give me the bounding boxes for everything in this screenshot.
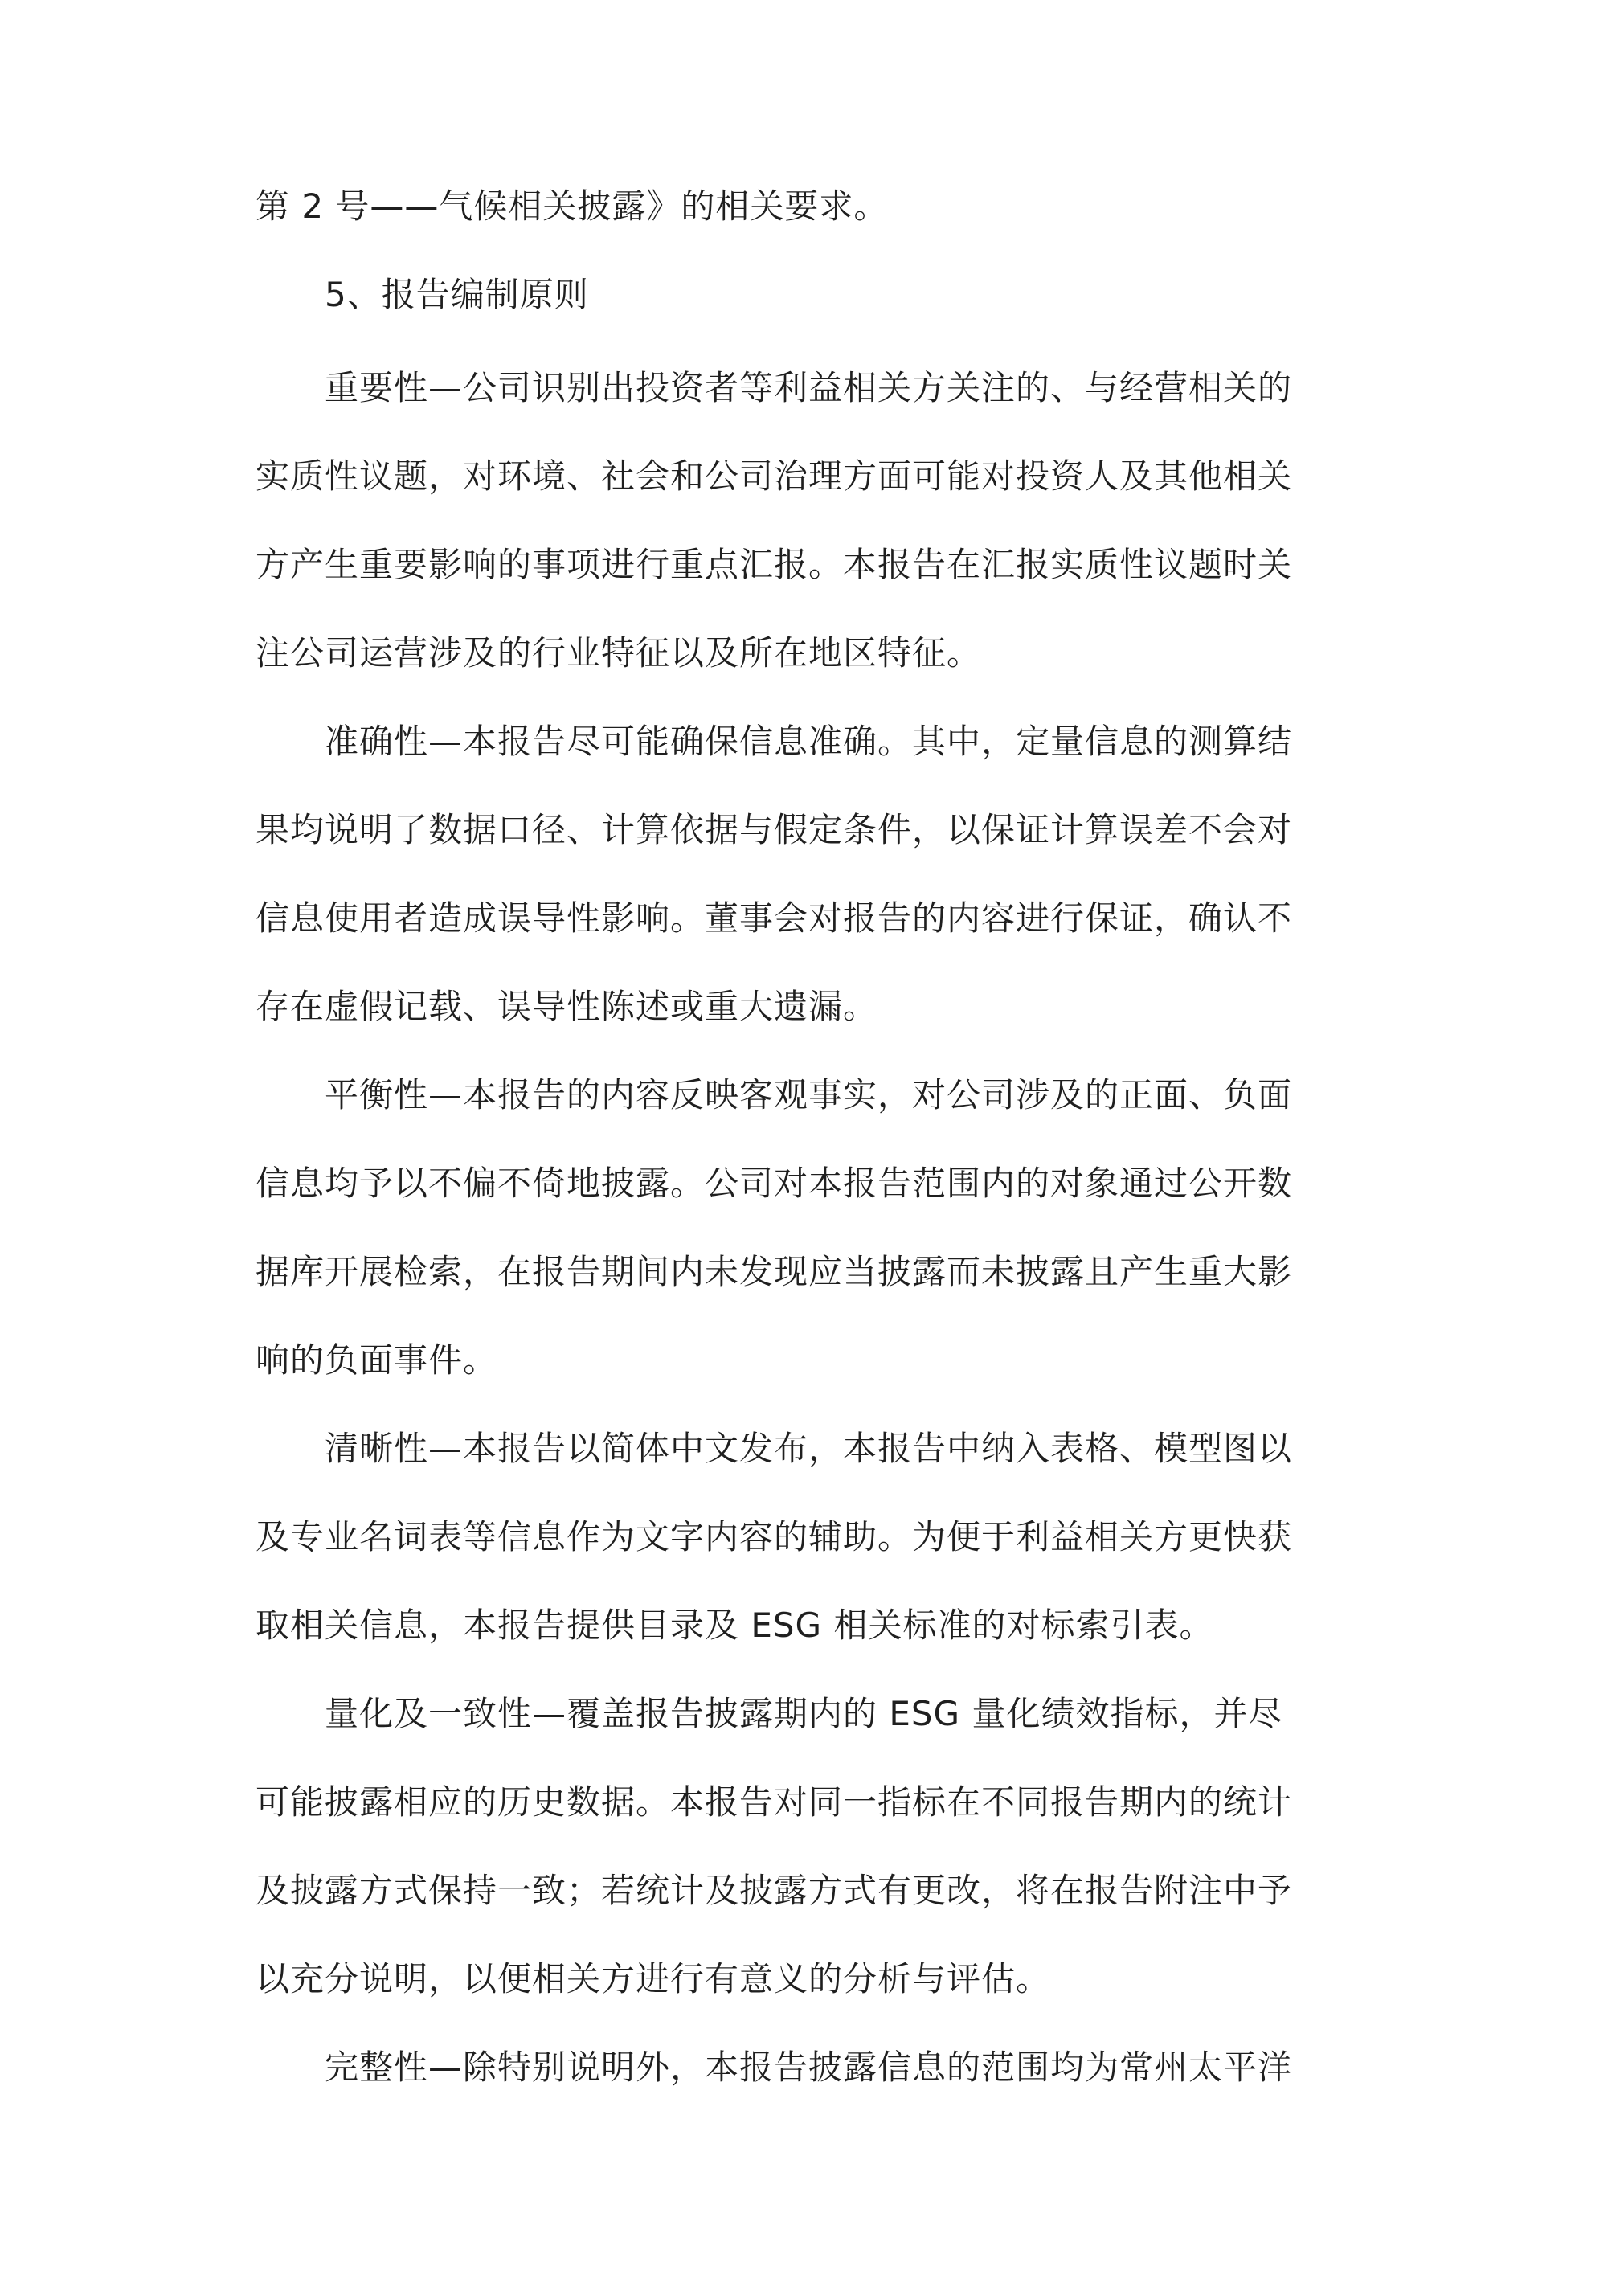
text-line: 取相关信息，本报告提供目录及 ESG 相关标准的对标索引表。 [256,1606,1214,1645]
text-line: 方产生重要影响的事项进行重点汇报。本报告在汇报实质性议题时关 [256,545,1293,584]
text-line: 平衡性—本报告的内容反映客观事实，对公司涉及的正面、负面 [325,1075,1293,1115]
text-line: 果均说明了数据口径、计算依据与假定条件，以保证计算误差不会对 [256,810,1293,849]
text-line: 完整性—除特别说明外，本报告披露信息的范围均为常州太平洋 [325,2048,1293,2087]
section-heading: 5、报告编制原则 [325,275,589,314]
text-line: 准确性—本报告尽可能确保信息准确。其中，定量信息的测算结 [325,722,1293,761]
text-line: 实质性议题，对环境、社会和公司治理方面可能对投资人及其他相关 [256,456,1293,496]
text-line: 第 2 号——气候相关披露》的相关要求。 [256,186,889,226]
text-line: 量化及一致性—覆盖报告披露期内的 ESG 量化绩效指标，并尽 [325,1694,1283,1733]
text-line: 重要性—公司识别出投资者等利益相关方关注的、与经营相关的 [325,368,1293,407]
text-line: 注公司运营涉及的行业特征以及所在地区特征。 [256,633,982,673]
text-line: 响的负面事件。 [256,1340,498,1380]
text-line: 及披露方式保持一致；若统计及披露方式有更改，将在报告附注中予 [256,1871,1293,1910]
text-line: 据库开展检索，在报告期间内未发现应当披露而未披露且产生重大影 [256,1252,1293,1291]
text-line: 可能披露相应的历史数据。本报告对同一指标在不同报告期内的统计 [256,1782,1293,1822]
text-line: 存在虚假记载、误导性陈述或重大遗漏。 [256,987,878,1026]
text-line: 清晰性—本报告以简体中文发布，本报告中纳入表格、模型图以 [325,1429,1293,1468]
text-line: 信息使用者造成误导性影响。董事会对报告的内容进行保证，确认不 [256,898,1293,938]
text-line: 以充分说明，以便相关方进行有意义的分析与评估。 [256,1959,1051,1998]
text-line: 信息均予以不偏不倚地披露。公司对本报告范围内的对象通过公开数 [256,1164,1293,1203]
text-line: 及专业名词表等信息作为文字内容的辅助。为便于利益相关方更快获 [256,1517,1293,1557]
